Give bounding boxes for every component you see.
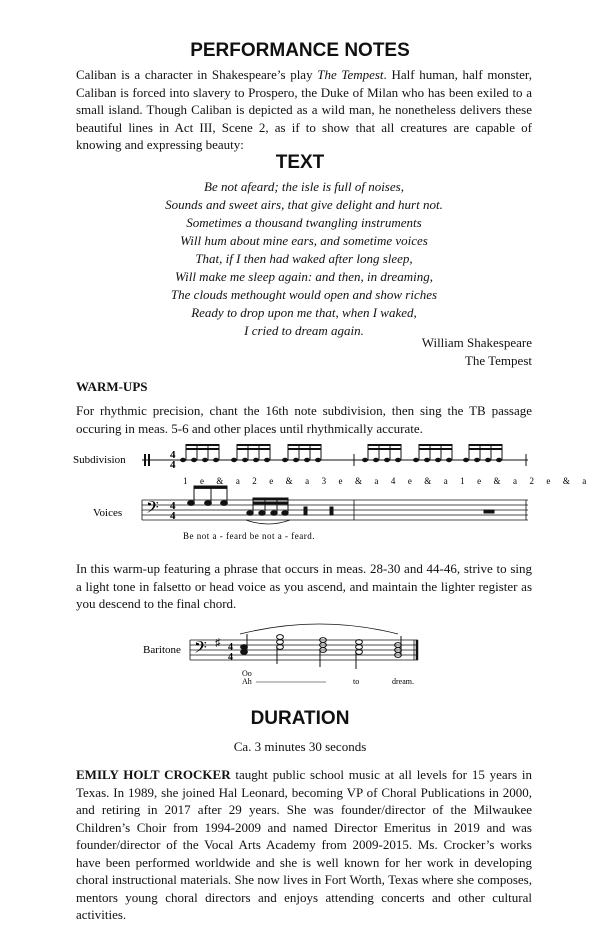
poem-line: Will make me sleep again: and then, in dreaming, — [174, 269, 434, 284]
bio-paragraph — [76, 766, 532, 924]
poem-line: That, if I then had waked after long sleep, — [195, 251, 413, 266]
time-signature-bottom: 4 — [228, 652, 233, 663]
subdivision-label: Subdivision — [73, 454, 126, 466]
sixteenth-note — [395, 458, 401, 462]
lyric-to: to — [353, 677, 360, 686]
percussion-clef — [144, 454, 146, 466]
baritone-staff — [190, 640, 418, 660]
beam — [186, 448, 219, 450]
poem-work: The Tempest — [464, 353, 532, 368]
beam — [469, 448, 502, 450]
poem — [76, 178, 532, 340]
intro-play-title: The Tempest — [317, 67, 384, 82]
sixteenth-note — [474, 458, 480, 462]
warmups-heading: WARM-UPS — [76, 379, 148, 394]
counting-syllables: 1 e & a 2 e & a 3 e & a 4 e & a 1 e & a 2 e & a — [183, 476, 592, 486]
poem-line: Sometimes a thousand twangling instruments — [186, 215, 422, 230]
sixteenth-note — [304, 458, 310, 462]
bio-name: EMILY HOLT CROCKER — [76, 767, 231, 782]
poem-line: I cried to dream again. — [244, 323, 364, 338]
time-signature-top-2: 4 — [170, 500, 176, 512]
lyric-oo: Oo — [242, 669, 252, 678]
sixteenth-note — [373, 458, 379, 462]
intro-text-2: . Half human, half monster, Caliban is forced into slavery to Prospero, the Duke of Milan who has been exiled to a small island. Though Caliban is depicted as a wild man, he nonetheless delivers these beautiful lines in Act III, Scene 2, as if to show that all creatures are capable of knowing and expressing beauty: — [76, 67, 532, 152]
duration-value: Ca. 3 minutes 30 seconds — [233, 739, 367, 754]
sixteenth-note — [435, 458, 441, 462]
sixteenth-note — [231, 458, 237, 462]
poem-line: Sounds and sweet airs, that give delight and hurt not. — [165, 197, 443, 212]
beam — [419, 444, 452, 446]
beam — [469, 444, 502, 446]
bass-staff — [142, 500, 528, 520]
sixteenth-note — [384, 458, 390, 462]
sixteenth-note — [424, 458, 430, 462]
sixteenth-note — [242, 458, 248, 462]
beam — [237, 448, 270, 450]
sixteenth-note — [282, 458, 288, 462]
sixteenth-note-groups — [180, 444, 502, 462]
beam — [288, 448, 321, 450]
time-signature-bottom: 4 — [170, 459, 176, 471]
voices-lyrics: Be not a - feard be not a - feard. — [183, 531, 315, 541]
poem-line: Be not afeard; the isle is full of noises, — [204, 179, 404, 194]
bass-clef-icon: 𝄢 — [194, 639, 207, 661]
lyric-ah: Ah — [242, 677, 252, 686]
baritone-label: Baritone — [143, 644, 181, 656]
sixteenth-note — [362, 458, 368, 462]
text-heading: TEXT — [275, 152, 325, 173]
bass-clef-icon: 𝄢 — [146, 499, 159, 521]
sixteenth-note — [496, 458, 502, 462]
sixteenth-note — [446, 458, 452, 462]
intro-paragraph — [76, 66, 532, 154]
time-signature-top: 4 — [228, 642, 233, 653]
beam — [186, 444, 219, 446]
warmup-example-1 — [0, 436, 600, 548]
voices-label: Voices — [93, 507, 123, 519]
sixteenth-note — [315, 458, 321, 462]
warmup-paragraph-1: For rhythmic precision, chant the 16th note subdivision, then sing the TB passage occuring in meas. 5-6 and other places until rhythmically accurate. — [76, 403, 532, 436]
sixteenth-note — [293, 458, 299, 462]
intro-text-1: Caliban is a character in Shakespeare’s play — [76, 67, 318, 82]
poem-line: The clouds methought would open and show riches — [170, 287, 438, 302]
beam — [288, 444, 321, 446]
poem-line: Will hum about mine ears, and sometime voices — [180, 233, 428, 248]
warmup-paragraph-2: In this warm-up featuring a phrase that occurs in meas. 28-30 and 44-46, strive to sing a light tone in falsetto or head voice as you ascend, and maintain the lighter register as you descend to the final chord. — [76, 561, 532, 611]
beam — [368, 444, 401, 446]
sixteenth-note — [463, 458, 469, 462]
beam — [368, 448, 401, 450]
poem-author: William Shakespeare — [421, 335, 532, 350]
sixteenth-note — [180, 458, 186, 462]
voice-notes — [188, 486, 494, 515]
sharp-icon: ♯ — [215, 637, 221, 649]
chord-notes — [241, 634, 402, 669]
sixteenth-note — [253, 458, 259, 462]
lyric-dream: dream. — [392, 677, 414, 686]
duration-heading: DURATION — [250, 708, 350, 729]
bio-text: taught public school music at all levels for 15 years in Texas. In 1989, she joined Hal Leonard, becoming VP of Choral Publications in 2000, and retiring in 2017 after 29 years. She was founder/director of the Milwaukee Children’s Choir from 1994-2009 and named Director Emeritus in 2019 and was founder/director of the Vocal Arts Academy from 2009-2015. Ms. Crocker’s works have been performed worldwide and she is well known for her work in developing choral instructional materials. She now lives in Fort Worth, Texas where she composes, mentors young choral directors and enjoys attending concerts and other cultural activities. — [76, 767, 532, 922]
sixteenth-note — [485, 458, 491, 462]
sixteenth-note — [202, 458, 208, 462]
sixteenth-note — [413, 458, 419, 462]
sixteenth-note — [264, 458, 270, 462]
poem-line: Ready to drop upon me that, when I waked, — [191, 305, 417, 320]
beam — [237, 444, 270, 446]
time-signature-bottom-2: 4 — [170, 510, 176, 522]
time-signature-top: 4 — [170, 449, 176, 461]
beam — [419, 448, 452, 450]
sixteenth-note — [191, 458, 197, 462]
warmup-example-2 — [0, 612, 600, 688]
performance-notes-heading: PERFORMANCE NOTES — [190, 40, 410, 61]
sixteenth-note — [213, 458, 219, 462]
phrase-slur — [240, 624, 398, 634]
